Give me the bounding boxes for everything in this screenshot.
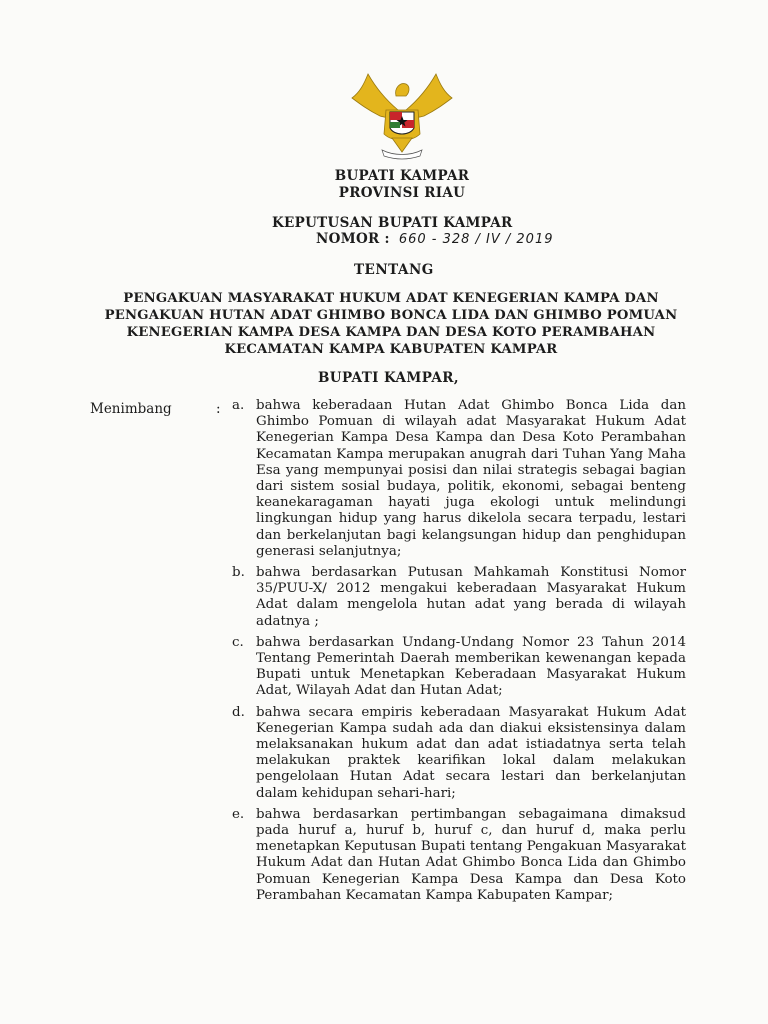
item-text: bahwa berdasarkan Undang-Undang Nomor 23 Tahun 2014 Tentang Pemerintah Daerah memberikan kewenangan kepada Bupati untuk Menetapkan Keberadaan Masyarakat Hukum Adat, Wilayah Adat dan Hutan Adat; [256, 634, 686, 699]
item-text: bahwa secara empiris keberadaan Masyarakat Hukum Adat Kenegerian Kampa sudah ada dan diakui eksistensinya dalam melaksanakan hukum adat dan adat istiadatnya serta telah melakukan praktek kearifikan lokal dalam melakukan pengelolaan Hutan Adat secara lestari dan berkelanjutan dalam kehidupan sehari-hari; [256, 704, 686, 801]
header-province: PROVINSI RIAU [338, 185, 466, 201]
item-text: bahwa keberadaan Hutan Adat Ghimbo Bonca Lida dan Ghimbo Pomuan di wilayah adat Masyarakat Hukum Adat Kenegerian Kampa Desa Kampa dan Desa Koto Perambahan Kecamatan Kampa merupakan anugrah dari Tuhan Yang Maha Esa yang mempunyai posisi dan nilai strategis sebagai bagian dari sistem sosial budaya, politik, ekonomi, sebagai benteng keanekaragaman hayati juga ekologi untuk melindungi lingkungan hidup yang harus dikelola secara terpadu, lestari dan berkelanjutan bagi kelangsungan hidup dan penghidupan generasi selanjutnya; [256, 398, 686, 559]
subject-line: PENGAKUAN HUTAN ADAT GHIMBO BONCA LIDA DAN GHIMBO POMUAN [104, 308, 678, 323]
decree-number-label: NOMOR : [316, 231, 390, 247]
decree-number [316, 231, 554, 247]
consideration-item [232, 635, 692, 700]
menimbang-colon: : [216, 401, 221, 417]
consideration-item [232, 705, 692, 802]
item-label: e. [232, 806, 245, 822]
item-label: c. [232, 634, 244, 650]
considerations-list [232, 398, 692, 909]
item-text: bahwa berdasarkan Putusan Mahkamah Konstitusi Nomor 35/PUU-X/ 2012 mengakui keberadaan Masyarakat Hukum Adat dalam mengelola hutan adat yang berada di wilayah adatnya ; [256, 565, 686, 629]
subject-line: KECAMATAN KAMPA KABUPATEN KAMPAR [224, 342, 558, 357]
subject-line: KENEGERIAN KAMPA DESA KAMPA DAN DESA KOTO PERAMBAHAN [126, 325, 656, 340]
decree-title: KEPUTUSAN BUPATI KAMPAR [272, 215, 513, 231]
decree-subject [96, 290, 686, 358]
consideration-item [232, 565, 692, 630]
decree-number-handwritten: 660 - 328 / IV / 2019 [398, 232, 554, 247]
menimbang-label: Menimbang [90, 401, 172, 417]
subject-line: PENGAKUAN MASYARAKAT HUKUM ADAT KENEGERIAN KAMPA DAN [123, 291, 659, 306]
bupati-heading: BUPATI KAMPAR, [318, 370, 459, 386]
tentang-heading: TENTANG [354, 262, 434, 278]
item-label: d. [232, 704, 245, 720]
consideration-item [232, 398, 692, 560]
item-label: b. [232, 565, 245, 581]
item-text: bahwa berdasarkan pertimbangan sebagaimana dimaksud pada huruf a, huruf b, huruf c, dan huruf d, maka perlu menetapkan Keputusan Bupati tentang Pengakuan Masyarakat Hukum Adat dan Hutan Adat Ghimbo Bonca Lida dan Ghimbo Pomuan Kenegerian Kampa Desa Kampa dan Desa Koto Perambahan Kecamatan Kampa Kabupaten Kampar; [256, 806, 686, 903]
header-regent: BUPATI KAMPAR [334, 168, 470, 184]
garuda-emblem-icon [346, 70, 458, 162]
item-label: a. [232, 398, 245, 413]
consideration-item [232, 807, 692, 904]
